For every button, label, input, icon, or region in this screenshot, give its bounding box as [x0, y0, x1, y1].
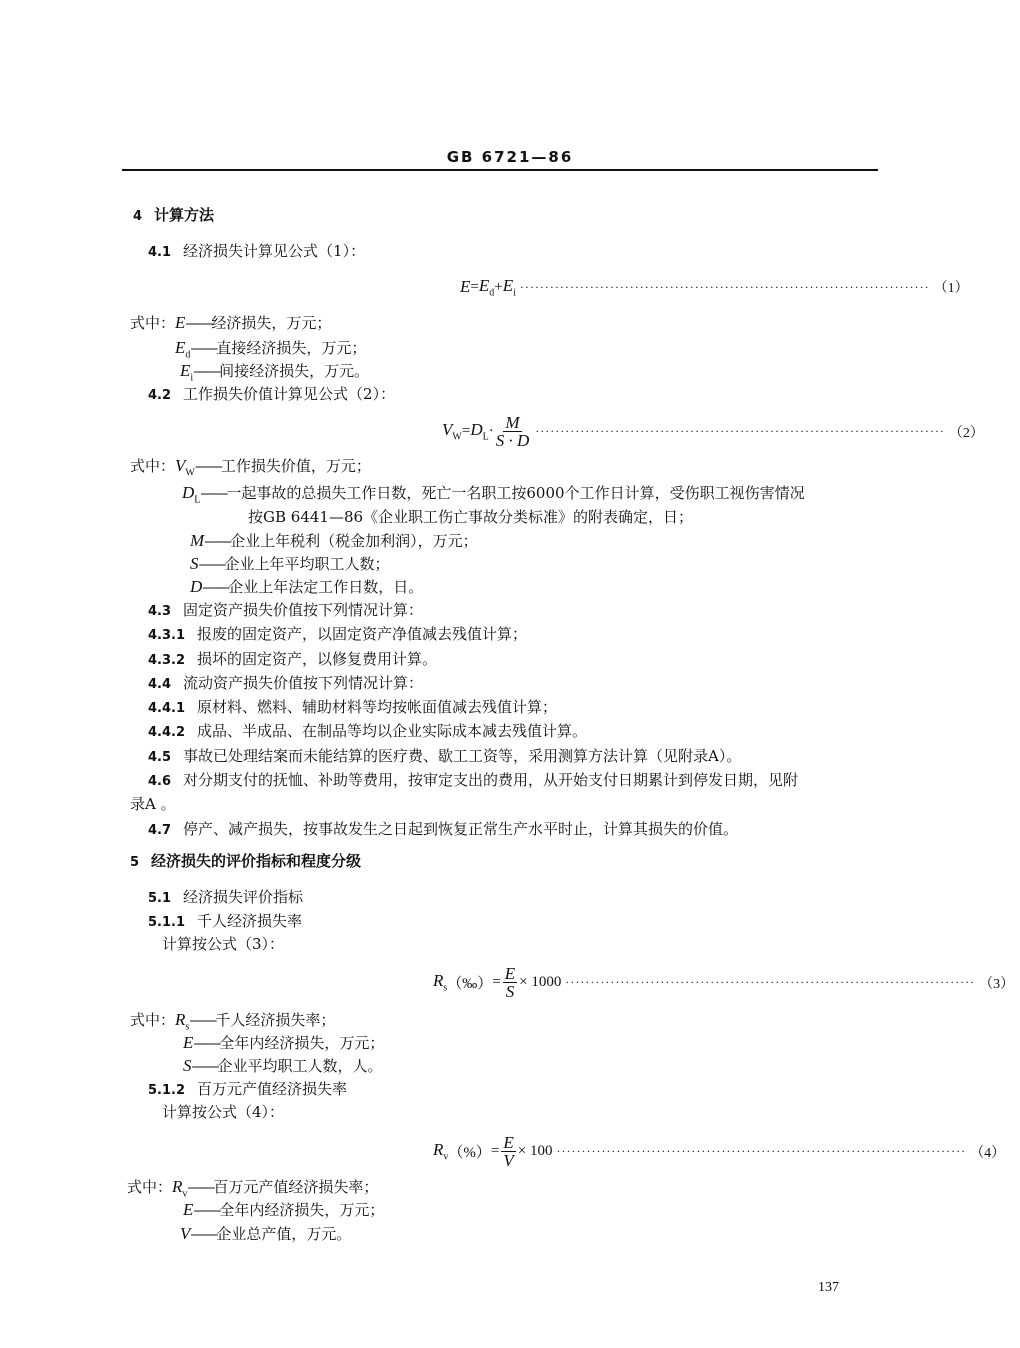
definition-text: 企业上年法定工作日数，日。: [228, 578, 424, 596]
subscript: L: [194, 494, 201, 506]
symbol: E: [183, 1200, 194, 1219]
em-dash: ——: [190, 339, 217, 357]
clause-text: 千人经济损失率: [197, 912, 303, 930]
clause-5-1: [148, 888, 303, 908]
subscript: s: [185, 1021, 190, 1033]
clause-text: 原材料、燃料、辅助材料等均按帐面值减去残值计算；: [197, 698, 558, 716]
clause-text: 报废的固定资产，以固定资产净值减去残值计算；: [197, 625, 528, 643]
em-dash: ——: [185, 314, 212, 332]
fraction: [501, 1134, 515, 1169]
variable-symbol: [180, 1224, 190, 1243]
definition-text: 全年内经济损失，万元；: [219, 1034, 385, 1052]
formula-symbol: [433, 971, 447, 993]
definition-prefix: 式中：: [130, 457, 176, 475]
definition-text: 企业平均职工人数，人。: [217, 1057, 383, 1075]
clause-line: [148, 650, 437, 670]
clause-number: 4.3.2: [148, 653, 186, 668]
formula-2: [442, 413, 984, 450]
symbol: S: [190, 554, 199, 573]
section-4-heading: [133, 206, 214, 226]
symbol: V: [175, 456, 186, 475]
definition-text: 企业上年税利（税金加利润），万元；: [230, 532, 478, 550]
variable-symbol: [183, 1200, 193, 1219]
formula-symbol: [442, 420, 462, 442]
plus-sign: +: [494, 278, 503, 295]
denominator: S · D: [495, 431, 530, 450]
clause-4-2: [148, 385, 395, 405]
definition-line: [190, 578, 423, 603]
subscript: s: [443, 982, 448, 994]
clause-number: 4.3: [148, 604, 172, 619]
clause-text: 对分期支付的抚恤、补助等费用，按审定支出的费用，从开始支付日期累计到停发日期，见附: [183, 771, 799, 789]
definition-line: [130, 457, 371, 482]
numerator: E: [504, 964, 516, 983]
unit: （‰）: [447, 976, 493, 992]
equation-number: （4）: [970, 1145, 1006, 1161]
page-number: 137: [818, 1280, 839, 1295]
em-dash: ——: [187, 1178, 214, 1196]
symbol: R: [433, 971, 444, 991]
unit: （%）: [448, 1145, 491, 1161]
symbol: E: [502, 276, 514, 295]
header-rule: [122, 169, 878, 171]
definition-text: 企业上年平均职工人数；: [224, 555, 390, 573]
definition-text: 间接经济损失，万元。: [219, 362, 370, 380]
em-dash: ——: [190, 1225, 217, 1243]
clause-continuation: 录A 。: [130, 795, 176, 813]
standard-header: GB 6721—86: [446, 148, 574, 166]
formula-4: [433, 1133, 1006, 1170]
symbol: E: [183, 1033, 194, 1052]
clause-4-1: [148, 242, 365, 262]
formula-1: [460, 276, 969, 299]
em-dash: ——: [204, 532, 231, 550]
definition-line: [182, 484, 805, 509]
equation-number: （1）: [933, 281, 969, 297]
clause-text: 工作损失价值计算见公式（2）：: [183, 385, 396, 403]
subscript: i: [190, 372, 194, 384]
formula-3: [433, 964, 1015, 1001]
em-dash: ——: [198, 555, 225, 573]
clause-text: 损坏的固定资产，以修复费用计算。: [197, 650, 438, 668]
definition-line: [130, 1011, 335, 1036]
variable-symbol: [182, 483, 201, 506]
section-number: 5: [130, 855, 140, 870]
equation-number: （3）: [979, 976, 1015, 992]
clause-line: [148, 601, 423, 621]
definition-line: [190, 555, 390, 580]
denominator: S: [505, 982, 515, 1001]
clause-text: 事故已处理结案而未能结算的医疗费、歇工工资等，采用测算方法计算（见附录A）。: [183, 747, 742, 765]
em-dash: ——: [191, 1057, 218, 1075]
definition-text: 千人经济损失率；: [215, 1011, 336, 1029]
definition-line: [183, 1201, 384, 1226]
subscript: d: [489, 287, 495, 299]
equals-sign: =: [461, 423, 471, 439]
symbol: R: [433, 1140, 444, 1160]
variable-symbol: [180, 361, 194, 384]
clause-number: 4.2: [148, 388, 172, 403]
multiplier: × 100: [517, 1143, 553, 1159]
definition-text: 直接经济损失，万元；: [216, 339, 367, 357]
definition-text: 一起事故的总损失工作日数，死亡一名职工按6000个工作日计算，受伤职工视伤害情况: [226, 484, 805, 502]
em-dash: ——: [193, 1201, 220, 1219]
variable-symbol: [175, 1010, 190, 1033]
subscript: v: [443, 1151, 449, 1163]
section-title: 经济损失的评价指标和程度分级: [151, 852, 362, 870]
equals-sign: =: [490, 1143, 500, 1159]
dot-operator: ·: [488, 423, 494, 439]
definition-line: [175, 339, 366, 364]
clause-text: 流动资产损失价值按下列情况计算：: [183, 674, 424, 692]
definition-line: [183, 1057, 383, 1082]
clause-text: 经济损失计算见公式（1）：: [183, 242, 366, 260]
symbol: S: [183, 1056, 192, 1075]
definition-text: 工作损失价值，万元；: [220, 457, 371, 475]
clause-text: 百万元产值经济损失率: [197, 1080, 348, 1098]
clause-number: 5.1.1: [148, 915, 186, 930]
clause-number: 5.1: [148, 891, 172, 906]
definition-text: 企业总产值，万元。: [216, 1225, 352, 1243]
symbol: D: [470, 420, 483, 440]
symbol: V: [180, 1224, 191, 1243]
definition-text: 百万元产值经济损失率；: [213, 1178, 379, 1196]
symbol: D: [182, 483, 195, 502]
em-dash: ——: [200, 484, 227, 502]
clause-number: 4.5: [148, 750, 172, 765]
definition-prefix: 式中：: [127, 1178, 173, 1196]
subscript: L: [482, 431, 489, 443]
subscript: W: [452, 431, 462, 443]
variable-symbol: [175, 338, 191, 361]
definition-continuation: 按GB 6441—86《企业职工伤亡事故分类标准》的附表确定，日；: [248, 508, 694, 526]
variable-symbol: [175, 456, 195, 479]
symbol: E: [175, 313, 186, 332]
clause-number: 4.4: [148, 677, 172, 692]
formula-symbol: E: [460, 277, 471, 297]
subscript: W: [185, 467, 195, 479]
leader-dots: ··················································································: [565, 975, 976, 989]
variable-symbol: [175, 313, 185, 332]
definition-prefix: 式中：: [130, 314, 176, 332]
equals-sign: =: [470, 278, 479, 295]
clause-number: 4.1: [148, 245, 172, 260]
variable-symbol: [190, 554, 199, 573]
formula-term: [470, 420, 488, 442]
clause-number: 4.4.1: [148, 701, 186, 716]
definition-line: [183, 1034, 384, 1059]
formula-term: [479, 276, 494, 298]
variable-symbol: [190, 577, 202, 596]
clause-5-1-2: [148, 1080, 347, 1100]
clause-number: 5.1.2: [148, 1083, 186, 1098]
subscript: d: [185, 349, 191, 361]
variable-symbol: [172, 1177, 188, 1200]
subscript: i: [513, 287, 516, 299]
formula-intro: 计算按公式（4）：: [162, 1103, 285, 1121]
clause-line: [148, 674, 423, 694]
section-title: 计算方法: [154, 206, 215, 224]
clause-number: 4.4.2: [148, 725, 186, 740]
clause-line: [148, 625, 527, 645]
clause-text: 固定资产损失价值按下列情况计算：: [183, 601, 424, 619]
formula-term: [503, 276, 516, 298]
symbol: E: [180, 361, 191, 380]
subscript: v: [182, 1188, 188, 1200]
clause-number: 4.3.1: [148, 628, 186, 643]
symbol: E: [175, 338, 186, 357]
definition-line: [180, 1225, 351, 1250]
formula-intro: 计算按公式（3）：: [162, 935, 285, 953]
clause-text: 成品、半成品、在制品等均以企业实际成本减去残值计算。: [197, 722, 588, 740]
definition-text: 经济损失，万元；: [211, 314, 332, 332]
clause-line: [148, 747, 741, 767]
definition-line: [130, 314, 331, 339]
symbol: R: [172, 1177, 183, 1196]
definition-line: [180, 362, 369, 387]
section-5-heading: [130, 852, 361, 872]
variable-symbol: [190, 531, 204, 550]
clause-line: [148, 698, 557, 718]
clause-text: 停产、减产损失，按事故发生之日起到恢复正常生产水平时止，计算其损失的价值。: [183, 820, 739, 838]
definition-prefix: 式中：: [130, 1011, 176, 1029]
fraction: [503, 965, 517, 1000]
numerator: M: [505, 413, 520, 432]
section-number: 4: [133, 209, 143, 224]
leader-dots: ··················································································: [535, 424, 945, 438]
clause-line: [148, 722, 587, 742]
definition-line: [127, 1178, 378, 1203]
numerator: E: [503, 1133, 514, 1152]
em-dash: ——: [193, 362, 220, 380]
em-dash: ——: [194, 457, 221, 475]
symbol: V: [442, 420, 453, 440]
equals-sign: =: [492, 974, 501, 990]
clause-number: 4.6: [148, 774, 172, 789]
clause-number: 4.7: [148, 823, 172, 838]
variable-symbol: [183, 1033, 193, 1052]
symbol: E: [478, 276, 490, 295]
clause-line: [148, 771, 798, 791]
leader-dots: ··················································································: [556, 1144, 967, 1158]
definition-text: 全年内经济损失，万元；: [219, 1201, 385, 1219]
multiplier: × 1000: [519, 974, 562, 990]
em-dash: ——: [189, 1011, 216, 1029]
formula-symbol: [433, 1140, 448, 1162]
clause-text: 经济损失评价指标: [183, 888, 304, 906]
clause-line: [148, 820, 738, 840]
variable-symbol: [183, 1056, 192, 1075]
em-dash: ——: [202, 578, 229, 596]
clause-5-1-1: [148, 912, 302, 932]
equation-number: （2）: [948, 425, 984, 441]
symbol: R: [175, 1010, 186, 1029]
em-dash: ——: [193, 1034, 220, 1052]
definition-line: [190, 532, 478, 557]
denominator: V: [503, 1151, 514, 1170]
fraction: [496, 414, 530, 449]
symbol: D: [190, 577, 203, 596]
leader-dots: ··················································································: [519, 279, 930, 294]
symbol: M: [190, 531, 205, 550]
